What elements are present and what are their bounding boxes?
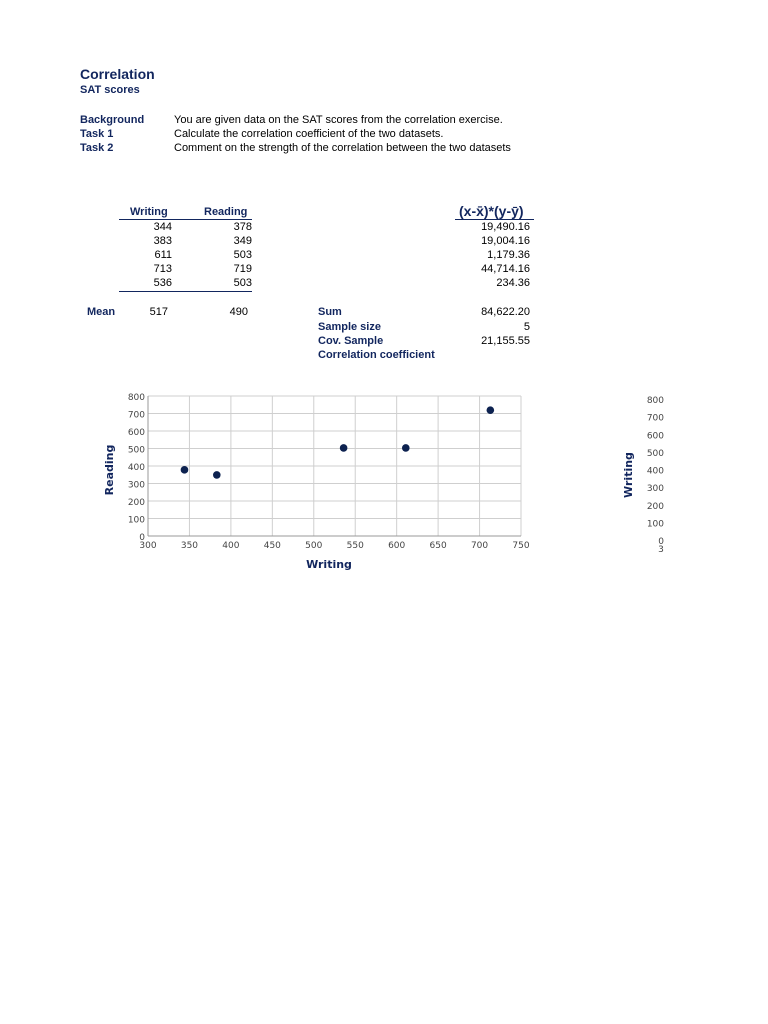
- y-tick-label: 400: [127, 463, 145, 473]
- y-tick-label: 800: [127, 393, 145, 403]
- x-tick-label: 350: [180, 541, 199, 551]
- cov-sample-label: Cov. Sample: [318, 335, 384, 347]
- product-cell: 44,714.16: [481, 263, 530, 275]
- y-tick-label: 500: [646, 448, 664, 459]
- page-title: Correlation: [80, 66, 155, 82]
- reading-cell: 349: [233, 235, 252, 247]
- y-tick-label: 100: [127, 515, 145, 526]
- task1-label: Task 1: [80, 128, 114, 140]
- x-tick-labels: [139, 541, 529, 551]
- table-footer-rule: [119, 291, 252, 292]
- x-tick-label: 750: [512, 541, 530, 551]
- product-cell: 234.36: [496, 277, 530, 289]
- y-tick-label: 0: [139, 533, 145, 543]
- writing-header: Writing: [130, 206, 168, 218]
- scatter-point: [340, 444, 348, 452]
- page-subtitle: SAT scores: [80, 84, 140, 96]
- mean-writing: 517: [149, 306, 168, 318]
- background-text: You are given data on the SAT scores from the correlation exercise.: [174, 114, 503, 126]
- mean-reading: 490: [229, 306, 248, 318]
- reading-header: Reading: [204, 206, 248, 218]
- sample-size-label: Sample size: [318, 321, 381, 333]
- x-tick-label: 300: [139, 541, 157, 551]
- x-axis-label: Writing: [306, 558, 352, 571]
- partial-chart: [600, 380, 768, 580]
- y-tick-label: 300: [127, 480, 145, 491]
- formula-header: (x-x̄)*(y-ȳ): [459, 203, 524, 219]
- scatter-point: [402, 444, 410, 452]
- reading-cell: 503: [233, 249, 252, 261]
- reading-cell: 503: [233, 277, 252, 289]
- y-tick-label: 0: [658, 537, 664, 547]
- reading-cell: 378: [233, 221, 252, 233]
- writing-cell: 536: [153, 277, 172, 289]
- data-points: [181, 406, 494, 478]
- x-tick-label: 500: [305, 541, 323, 551]
- reading-cell: 719: [233, 263, 252, 275]
- y-tick-label: 700: [646, 413, 664, 424]
- y-tick-label: 300: [646, 484, 664, 495]
- product-cell: 1,179.36: [487, 249, 530, 261]
- scatter-point: [487, 406, 495, 414]
- correlation-coefficient-label: Correlation coefficient: [318, 349, 435, 361]
- formula-header-rule: [455, 219, 534, 220]
- sum-label: Sum: [318, 306, 342, 318]
- y-tick-labels: [128, 393, 145, 543]
- product-cell: 19,004.16: [481, 235, 530, 247]
- x-tick-label: 550: [346, 541, 364, 551]
- y-tick-label: 600: [646, 431, 664, 442]
- product-cell: 19,490.16: [481, 221, 530, 233]
- x-tick-label: 450: [263, 541, 281, 551]
- y-tick-label: 800: [646, 396, 664, 406]
- y-tick-label: 600: [127, 428, 145, 438]
- x-tick-label: 600: [388, 541, 406, 551]
- writing-cell: 383: [153, 235, 172, 247]
- mean-label: Mean: [87, 306, 116, 318]
- y-tick-label: 200: [127, 498, 145, 508]
- task2-label: Task 2: [80, 142, 114, 154]
- y-axis-label: Reading: [103, 444, 116, 496]
- y-tick-label: 500: [127, 445, 145, 456]
- scatter-chart: [0, 380, 560, 580]
- background-label: Background: [80, 114, 145, 126]
- x-tick-label: 3: [658, 545, 664, 555]
- y-tick-label: 100: [646, 519, 664, 530]
- x-tick-label: 700: [470, 541, 489, 551]
- x-tick-label: 650: [429, 541, 447, 551]
- sum-value: 84,622.20: [481, 306, 530, 318]
- writing-cell: 344: [153, 221, 172, 233]
- y-tick-label: 400: [646, 466, 664, 477]
- task1-text: Calculate the correlation coefficient of the two datasets.: [174, 128, 444, 140]
- task2-text: Comment on the strength of the correlation between the two datasets: [174, 142, 511, 154]
- scatter-point: [181, 466, 189, 474]
- writing-cell: 611: [154, 249, 172, 261]
- y-tick-label: 200: [646, 501, 664, 512]
- y-tick-labels: [647, 396, 664, 547]
- table-header-rule: [119, 219, 252, 220]
- sample-size-value: 5: [523, 321, 530, 333]
- y-tick-label: 700: [127, 410, 145, 421]
- x-tick-label: 400: [222, 541, 240, 551]
- writing-cell: 713: [153, 263, 172, 275]
- scatter-point: [213, 471, 221, 479]
- cov-sample-value: 21,155.55: [481, 335, 530, 347]
- chart-grid: [148, 396, 521, 536]
- x-tick-labels: [658, 545, 664, 555]
- y-axis-label: Writing: [622, 452, 635, 498]
